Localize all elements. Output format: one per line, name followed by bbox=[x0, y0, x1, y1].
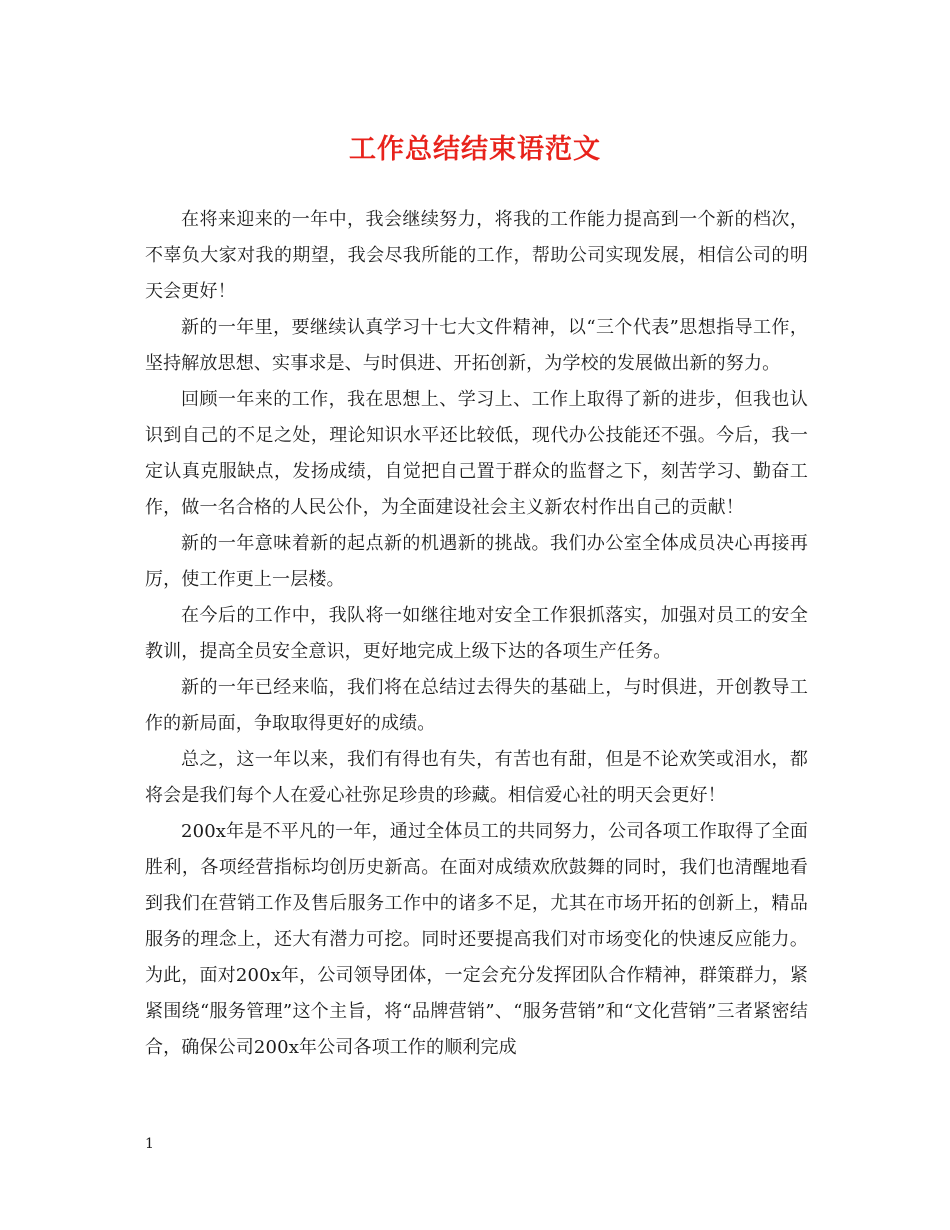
document-title: 工作总结结束语范文 bbox=[349, 134, 601, 165]
document-body bbox=[145, 202, 808, 1066]
paragraph-8: 200x年是不平凡的一年，通过全体员工的共同努力，公司各项工作取得了全面胜利，各项经营指标均创历史新高。在面对成绩欢欣鼓舞的同时，我们也清醒地看到我们在营销工作及售后服务工作中的诸多不足，尤其在市场开拓的创新上，精品服务的理念上，还大有潜力可挖。同时还要提高我们对市场变化的快速反应能力。为此，面对200x年，公司领导团体，一定会充分发挥团队合作精神，群策群力，紧紧围绕“服务管理”这个主旨，将“品牌营销”、“服务营销”和“文化营销”三者紧密结合，确保公司200x年公司各项工作的顺利完成 bbox=[145, 821, 808, 1058]
paragraph-5: 在今后的工作中，我队将一如继往地对安全工作狠抓落实，加强对员工的安全教训，提高全员安全意识，更好地完成上级下达的各项生产任务。 bbox=[145, 605, 808, 662]
paragraph-3: 回顾一年来的工作，我在思想上、学习上、工作上取得了新的进步，但我也认识到自己的不足之处，理论知识水平还比较低，现代办公技能还不强。今后，我一定认真克服缺点，发扬成绩，自觉把自己置于群众的监督之下，刻苦学习、勤奋工作，做一名合格的人民公仆，为全面建设社会主义新农村作出自己的贡献！ bbox=[145, 389, 808, 518]
page-number: 1 bbox=[145, 1136, 154, 1152]
paragraph-4: 新的一年意味着新的起点新的机遇新的挑战。我们办公室全体成员决心再接再厉，使工作更上一层楼。 bbox=[145, 533, 808, 590]
paragraph-1: 在将来迎来的一年中，我会继续努力，将我的工作能力提高到一个新的档次，不辜负大家对我的期望，我会尽我所能的工作，帮助公司实现发展，相信公司的明天会更好！ bbox=[145, 209, 808, 302]
paragraph-2: 新的一年里，要继续认真学习十七大文件精神，以“三个代表”思想指导工作，坚持解放思想、实事求是、与时俱进、开拓创新，为学校的发展做出新的努力。 bbox=[145, 317, 808, 374]
paragraph-6: 新的一年已经来临，我们将在总结过去得失的基础上，与时俱进，开创教导工作的新局面，争取取得更好的成绩。 bbox=[145, 677, 808, 734]
paragraph-7: 总之，这一年以来，我们有得也有失，有苦也有甜，但是不论欢笑或泪水，都将会是我们每个人在爱心社弥足珍贵的珍藏。相信爱心社的明天会更好！ bbox=[145, 749, 808, 806]
